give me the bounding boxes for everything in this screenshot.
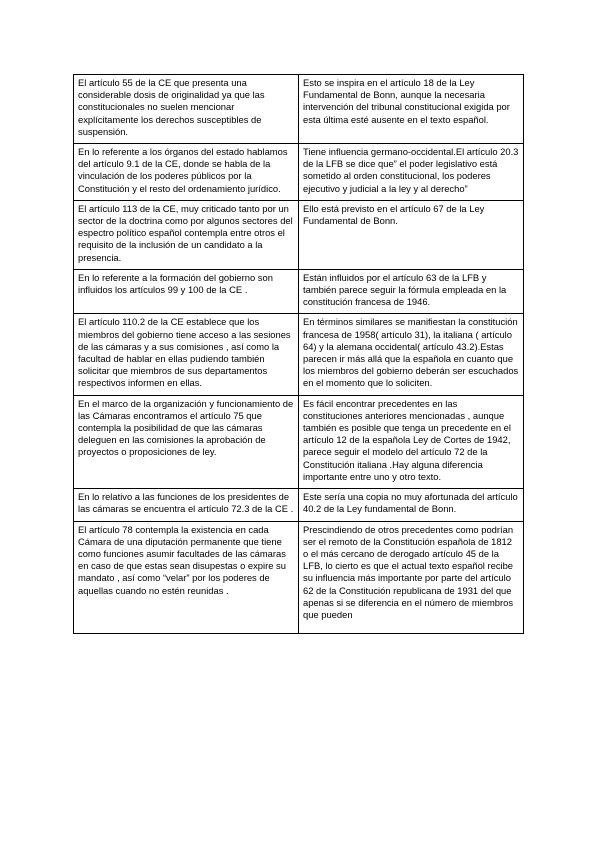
table-cell-right (299, 521, 524, 633)
table-cell-left: El artículo 55 de la CE que presenta una considerable dosis de originalidad ya que las constitucionales no suelen mencionar explícitamente los derechos susceptibles de suspensión. (74, 75, 299, 144)
table-cell-right: Esto se inspira en el artículo 18 de la Ley Fundamental de Bonn, aunque la necesaria intervención del tribunal constitucional exigida por esta última esté ausente en el texto español. (299, 75, 524, 144)
table-cell-right: Están influidos por el artículo 63 de la LFB y también parece seguir la fórmula empleada en la constitución francesa de 1946. (299, 269, 524, 314)
table-cell-left: El artículo 110.2 de la CE establece que los miembros del gobierno tiene acceso a las sesiones de las cámaras y a sus comisiones , así como la facultad de hablar en ellas pudiendo también solicitar que miembros de sus departamentos respectivos informen en ellas. (74, 314, 299, 395)
table-cell-left: En lo referente a los órganos del estado hablamos del artículo 9.1 de la CE, donde se habla de la vinculación de los poderes públicos por la Constitución y el resto del ordenamiento jurídico. (74, 144, 299, 201)
table-cell-right: Es fácil encontrar precedentes en las constituciones anteriores mencionadas , aunque también es posible que tenga un precedente en el artículo 12 de la española Ley de Cortes de 1942, parece seguir el modelo del artículo 72 de la Constitución italiana .Hay alguna diferencia importante entre uno y otro texto. (299, 395, 524, 488)
table-cell-left: El artículo 113 de la CE, muy criticado tanto por un sector de la doctrina como por algunos sectores del espectro político español contempla entre otros el requisito de la inclusión de un candidato a la presencia. (74, 200, 299, 269)
table-cell-right: Ello está previsto en el artículo 67 de la Ley Fundamental de Bonn. (299, 200, 524, 269)
table-cell-left: En lo relativo a las funciones de los presidentes de las cámaras se encuentra el artículo 72.3 de la CE . (74, 489, 299, 521)
table-row (74, 269, 524, 314)
table-row (74, 489, 524, 521)
table-cell-right: Tiene influencia germano-occidental.El artículo 20.3 de la LFB se dice que” el poder legislativo está sometido al orden constitucional, los poderes ejecutivo y judicial a la ley y al derecho” (299, 144, 524, 201)
table-row (74, 144, 524, 201)
table-row (74, 521, 524, 633)
table-row (74, 395, 524, 488)
table-cell-right: Este sería una copia no muy afortunada del artículo 40.2 de la Ley fundamental de Bonn. (299, 489, 524, 521)
table-cell-right: En términos similares se manifiestan la constitución francesa de 1958( artículo 31), la italiana ( artículo 64) y la alemana occidental( artículo 43.2).Estas parecen ir más allá que la española en cuanto que los miembros del gobierno deberán ser escuchados en el momento que lo soliciten. (299, 314, 524, 395)
table-row (74, 200, 524, 269)
table-row (74, 314, 524, 395)
comparison-table (73, 74, 524, 634)
table-cell-left (74, 521, 299, 633)
cell-text: El artículo 78 contempla la existencia en cada Cámara de una diputación permanente que tiene como funciones asumir facultades de las cámaras en caso de que estas sean disupestas o expire su mandato , así como “velar” por los poderes de aquellas cuando no estén reunidas . (78, 523, 286, 596)
table-cell-left: En el marco de la organización y funcionamiento de las Cámaras encontramos el artículo 75 que contempla la posibilidad de que las cámaras deleguen en las comisiones la aprobación de proyectos o proposiciones de ley. (74, 395, 299, 488)
cell-text: Prescindiendo de otros precedentes como podrían ser el remoto de la Constitución española de 1812 o el más cercano de derogado artículo 45 de la LFB, lo cierto es que el actual texto español recibe su influencia más importante por parte del artículo 62 de la Constitución republicana de 1931 del que apenas si se diferencia en el número de miembros que pueden (303, 523, 514, 620)
table-cell-left: En lo referente a la formación del gobierno son influidos los artículos 99 y 100 de la CE . (74, 269, 299, 314)
table-row (74, 75, 524, 144)
